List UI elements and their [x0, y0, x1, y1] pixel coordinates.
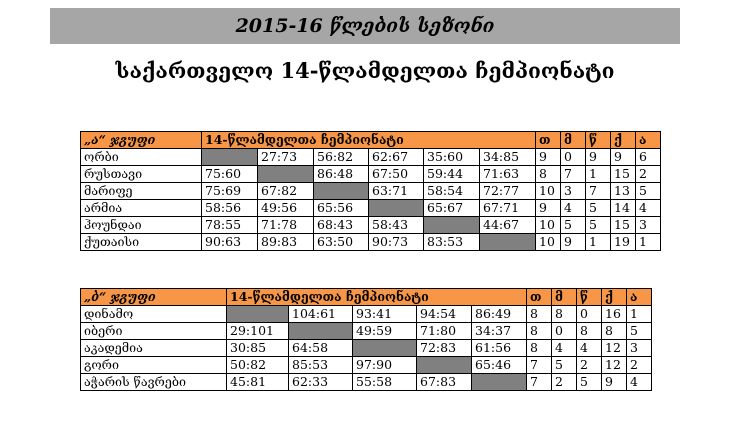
- blank-cell: [424, 217, 480, 234]
- stat-cell: 8: [577, 323, 602, 340]
- score-cell: 63:71: [369, 183, 424, 200]
- stat-cell: 14: [611, 200, 636, 217]
- stat-cell: 13: [611, 183, 636, 200]
- score-cell: 55:58: [353, 374, 417, 391]
- score-cell: 67:83: [417, 374, 472, 391]
- stat-cell: 16: [602, 306, 627, 323]
- group-a-table: [80, 131, 661, 251]
- stat-cell: 0: [561, 149, 586, 166]
- stat-cell: 8: [602, 323, 627, 340]
- stat-cell: 9: [586, 149, 611, 166]
- table-row: [81, 234, 661, 251]
- score-cell: 94:54: [417, 306, 472, 323]
- stat-header: მ: [561, 132, 586, 149]
- championship-title: საქართველო 14-წლამდელთა ჩემპიონატი: [115, 58, 615, 83]
- stat-cell: 6: [636, 149, 661, 166]
- stat-cell: 12: [602, 357, 627, 374]
- score-cell: 34:37: [472, 323, 527, 340]
- score-cell: 68:43: [314, 217, 369, 234]
- stat-cell: 5: [636, 183, 661, 200]
- score-cell: 58:43: [369, 217, 424, 234]
- stat-cell: 10: [536, 217, 561, 234]
- stat-cell: 12: [602, 340, 627, 357]
- table-row: [81, 183, 661, 200]
- team-name: ქუთაისი: [81, 234, 202, 251]
- stat-cell: 8: [527, 340, 552, 357]
- table-row: [81, 340, 652, 357]
- table-row: [81, 200, 661, 217]
- table-row: [81, 323, 652, 340]
- stat-cell: 5: [627, 323, 652, 340]
- stat-cell: 10: [536, 183, 561, 200]
- stat-header: წ: [586, 132, 611, 149]
- stat-cell: 5: [586, 217, 611, 234]
- stat-cell: 5: [561, 217, 586, 234]
- score-cell: 56:82: [314, 149, 369, 166]
- group-label: „ა“ ჯგუფი: [81, 132, 202, 149]
- group-title: 14-წლამდელთა ჩემპიონატი: [227, 289, 527, 306]
- score-cell: 67:71: [480, 200, 536, 217]
- stat-cell: 9: [602, 374, 627, 391]
- group-label: „ბ“ ჯგუფი: [81, 289, 227, 306]
- stat-cell: 1: [586, 234, 611, 251]
- score-cell: 72:77: [480, 183, 536, 200]
- score-cell: 29:101: [227, 323, 289, 340]
- stat-cell: 0: [577, 306, 602, 323]
- score-cell: 49:56: [258, 200, 314, 217]
- stat-cell: 3: [627, 340, 652, 357]
- stat-cell: 8: [527, 306, 552, 323]
- score-cell: 90:73: [369, 234, 424, 251]
- score-cell: 27:73: [258, 149, 314, 166]
- table-row: [81, 374, 652, 391]
- score-cell: 67:50: [369, 166, 424, 183]
- stat-cell: 2: [577, 357, 602, 374]
- blank-cell: [202, 149, 258, 166]
- stat-cell: 2: [552, 374, 577, 391]
- stat-cell: 9: [611, 149, 636, 166]
- stat-cell: 4: [627, 374, 652, 391]
- group-b-table: [80, 288, 652, 391]
- blank-cell: [314, 183, 369, 200]
- score-cell: 50:82: [227, 357, 289, 374]
- score-cell: 62:67: [369, 149, 424, 166]
- score-cell: 65:56: [314, 200, 369, 217]
- score-cell: 30:85: [227, 340, 289, 357]
- stat-cell: 1: [627, 306, 652, 323]
- team-name: აჭარის წავრები: [81, 374, 227, 391]
- stat-header: ა: [636, 132, 661, 149]
- score-cell: 67:82: [258, 183, 314, 200]
- score-cell: 61:56: [472, 340, 527, 357]
- stat-cell: 9: [561, 234, 586, 251]
- blank-cell: [289, 323, 353, 340]
- score-cell: 104:61: [289, 306, 353, 323]
- score-cell: 93:41: [353, 306, 417, 323]
- table-row: [81, 166, 661, 183]
- score-cell: 49:59: [353, 323, 417, 340]
- stat-header: ქ: [602, 289, 627, 306]
- stat-cell: 7: [527, 357, 552, 374]
- stat-cell: 9: [536, 149, 561, 166]
- stat-cell: 8: [536, 166, 561, 183]
- score-cell: 75:69: [202, 183, 258, 200]
- stat-cell: 4: [577, 340, 602, 357]
- blank-cell: [417, 357, 472, 374]
- score-cell: 85:53: [289, 357, 353, 374]
- stat-header: ქ: [611, 132, 636, 149]
- stat-cell: 7: [527, 374, 552, 391]
- score-cell: 89:83: [258, 234, 314, 251]
- blank-cell: [258, 166, 314, 183]
- score-cell: 78:55: [202, 217, 258, 234]
- stat-cell: 5: [586, 200, 611, 217]
- score-cell: 90:63: [202, 234, 258, 251]
- team-name: რუსთავი: [81, 166, 202, 183]
- team-name: მარიფე: [81, 183, 202, 200]
- score-cell: 45:81: [227, 374, 289, 391]
- score-cell: 71:80: [417, 323, 472, 340]
- stat-cell: 4: [561, 200, 586, 217]
- stat-cell: 3: [636, 217, 661, 234]
- stat-header: მ: [552, 289, 577, 306]
- score-cell: 75:60: [202, 166, 258, 183]
- team-name: აკადემია: [81, 340, 227, 357]
- team-name: ორბი: [81, 149, 202, 166]
- team-name: გორი: [81, 357, 227, 374]
- table-row: [81, 149, 661, 166]
- blank-cell: [472, 374, 527, 391]
- stat-cell: 10: [536, 234, 561, 251]
- stat-cell: 0: [552, 323, 577, 340]
- score-cell: 65:67: [424, 200, 480, 217]
- score-cell: 35:60: [424, 149, 480, 166]
- score-cell: 71:78: [258, 217, 314, 234]
- stat-header: წ: [577, 289, 602, 306]
- group-title: 14-წლამდელთა ჩემპიონატი: [202, 132, 536, 149]
- blank-cell: [369, 200, 424, 217]
- stat-header: თ: [536, 132, 561, 149]
- score-cell: 71:63: [480, 166, 536, 183]
- stat-header: თ: [527, 289, 552, 306]
- score-cell: 44:67: [480, 217, 536, 234]
- stat-cell: 2: [627, 357, 652, 374]
- score-cell: 65:46: [472, 357, 527, 374]
- stat-header: ა: [627, 289, 652, 306]
- table-row: [81, 306, 652, 323]
- score-cell: 86:48: [314, 166, 369, 183]
- stat-cell: 7: [561, 166, 586, 183]
- stat-cell: 1: [636, 234, 661, 251]
- stat-cell: 5: [552, 357, 577, 374]
- stat-cell: 8: [527, 323, 552, 340]
- stat-cell: 19: [611, 234, 636, 251]
- stat-cell: 9: [536, 200, 561, 217]
- stat-cell: 15: [611, 217, 636, 234]
- group-header-row: [81, 132, 661, 149]
- stat-cell: 1: [586, 166, 611, 183]
- score-cell: 63:50: [314, 234, 369, 251]
- season-banner: [50, 8, 680, 44]
- team-name: ჰოუნდაი: [81, 217, 202, 234]
- score-cell: 59:44: [424, 166, 480, 183]
- stat-cell: 4: [636, 200, 661, 217]
- table-row: [81, 217, 661, 234]
- score-cell: 83:53: [424, 234, 480, 251]
- stat-cell: 3: [561, 183, 586, 200]
- score-cell: 97:90: [353, 357, 417, 374]
- season-title: 2015-16 წლების სეზონი: [235, 15, 495, 37]
- score-cell: 86:49: [472, 306, 527, 323]
- stat-cell: 15: [611, 166, 636, 183]
- blank-cell: [480, 234, 536, 251]
- score-cell: 58:56: [202, 200, 258, 217]
- score-cell: 58:54: [424, 183, 480, 200]
- score-cell: 72:83: [417, 340, 472, 357]
- table-row: [81, 357, 652, 374]
- team-name: არმია: [81, 200, 202, 217]
- stat-cell: 8: [552, 306, 577, 323]
- stat-cell: 2: [636, 166, 661, 183]
- blank-cell: [227, 306, 289, 323]
- stat-cell: 7: [586, 183, 611, 200]
- team-name: დინამო: [81, 306, 227, 323]
- team-name: იბერი: [81, 323, 227, 340]
- blank-cell: [353, 340, 417, 357]
- stat-cell: 5: [577, 374, 602, 391]
- score-cell: 34:85: [480, 149, 536, 166]
- stat-cell: 4: [552, 340, 577, 357]
- score-cell: 64:58: [289, 340, 353, 357]
- group-header-row: [81, 289, 652, 306]
- score-cell: 62:33: [289, 374, 353, 391]
